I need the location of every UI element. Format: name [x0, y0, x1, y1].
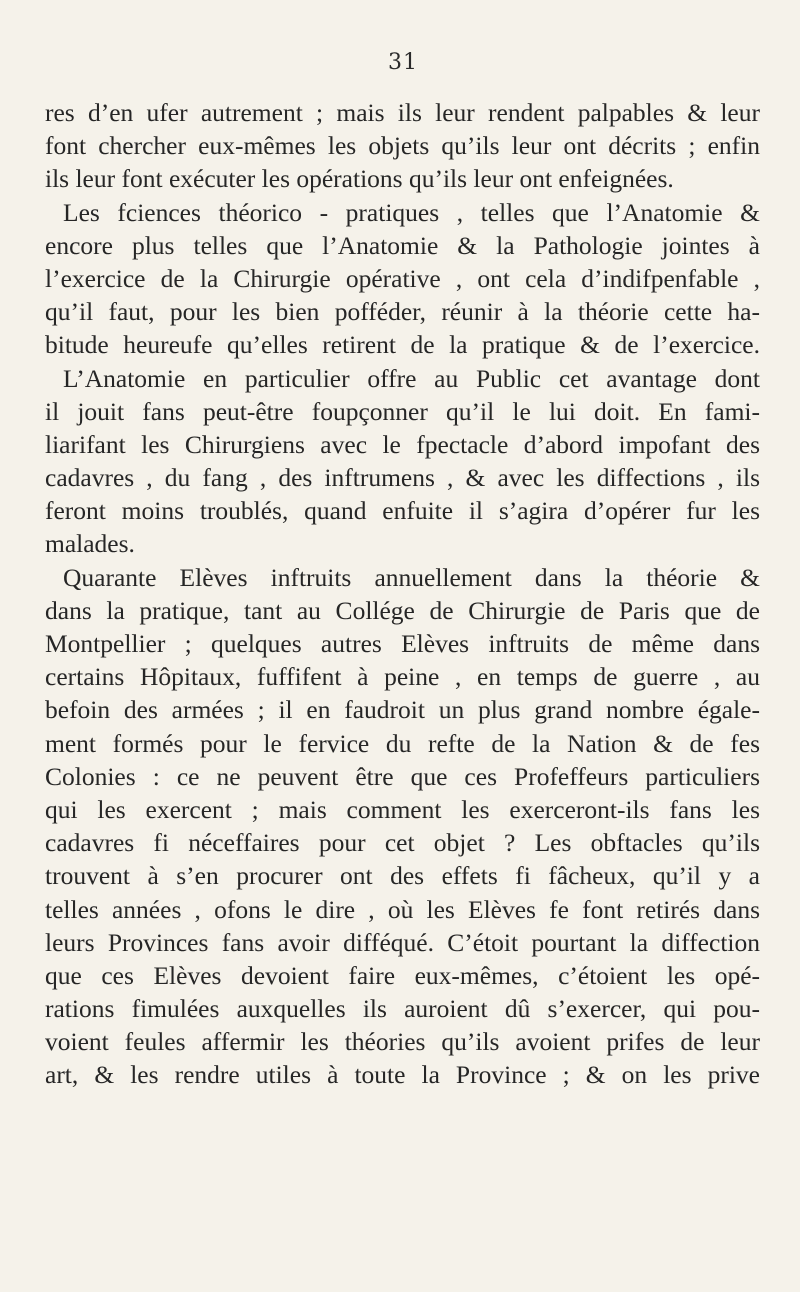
- text-line: cadavres fi néceffaires pour cet objet ? Les obftacles qu’ils: [45, 828, 760, 858]
- text-line: font chercher eux-mêmes les objets qu’ils leur ont décrits ; enfin: [45, 131, 760, 161]
- text-line: liarifant les Chirurgiens avec le fpectacle d’abord impofant des: [45, 429, 760, 459]
- text-line: L’Anatomie en particulier offre au Public cet avantage dont: [63, 363, 760, 393]
- text-line: leurs Provinces fans avoir difféqué. C’étoit pourtant la diffection: [45, 927, 760, 957]
- text-line: bitude heureufe qu’elles retirent de la pratique & de l’exercice.: [45, 330, 760, 360]
- text-line: Quarante Elèves inftruits annuellement dans la théorie &: [63, 562, 760, 592]
- text-line: ils leur font exécuter les opérations qu’ils leur ont enfeignées.: [45, 164, 674, 194]
- text-line: l’exercice de la Chirurgie opérative , ont cela d’indifpenfable ,: [45, 263, 760, 293]
- text-line: que ces Elèves devoient faire eux-mêmes, c’étoient les opé-: [45, 960, 760, 990]
- text-line: dans la pratique, tant au Collége de Chirurgie de Paris que de: [45, 595, 760, 625]
- text-line: il jouit fans peut-être foupçonner qu’il le lui doit. En fami-: [45, 396, 760, 426]
- text-line: Les fciences théorico - pratiques , telles que l’Anatomie &: [63, 197, 760, 227]
- text-line: qui les exercent ; mais comment les exerceront-ils fans les: [45, 794, 760, 824]
- page-number: 31: [388, 50, 418, 75]
- text-line: cadavres , du fang , des inftrumens , & avec les diffections , ils: [45, 463, 760, 493]
- text-line: trouvent à s’en procurer ont des effets fi fâcheux, qu’il y a: [45, 861, 760, 891]
- text-line: feront moins troublés, quand enfuite il s’agira d’opérer fur les: [45, 496, 760, 526]
- text-line: res d’en ufer autrement ; mais ils leur rendent palpables & leur: [45, 98, 760, 127]
- text-line: art, & les rendre utiles à toute la Province ; & on les prive: [45, 1060, 760, 1090]
- body-text: [45, 96, 760, 1092]
- text-line: ment formés pour le fervice du refte de la Nation & de fes: [45, 728, 760, 758]
- text-line: Montpellier ; quelques autres Elèves inftruits de même dans: [45, 629, 760, 658]
- text-line: befoin des armées ; il en faudroit un plus grand nombre égale-: [45, 695, 760, 725]
- text-line: voient feules affermir les théories qu’ils avoient prifes de leur: [45, 1027, 760, 1057]
- text-line: certains Hôpitaux, fuffifent à peine , en temps de guerre , au: [45, 662, 760, 692]
- text-line: Colonies : ce ne peuvent être que ces Profeffeurs particuliers: [45, 761, 760, 791]
- text-line: qu’il faut, pour les bien pofféder, réunir à la théorie cette ha-: [45, 297, 760, 327]
- text-line: telles années , ofons le dire , où les Elèves fe font retirés dans: [45, 894, 760, 924]
- text-line: malades.: [45, 529, 135, 559]
- text-line: encore plus telles que l’Anatomie & la Pathologie jointes à: [45, 230, 760, 260]
- text-line: rations fimulées auxquelles ils auroient dû s’exercer, qui pou-: [45, 994, 760, 1024]
